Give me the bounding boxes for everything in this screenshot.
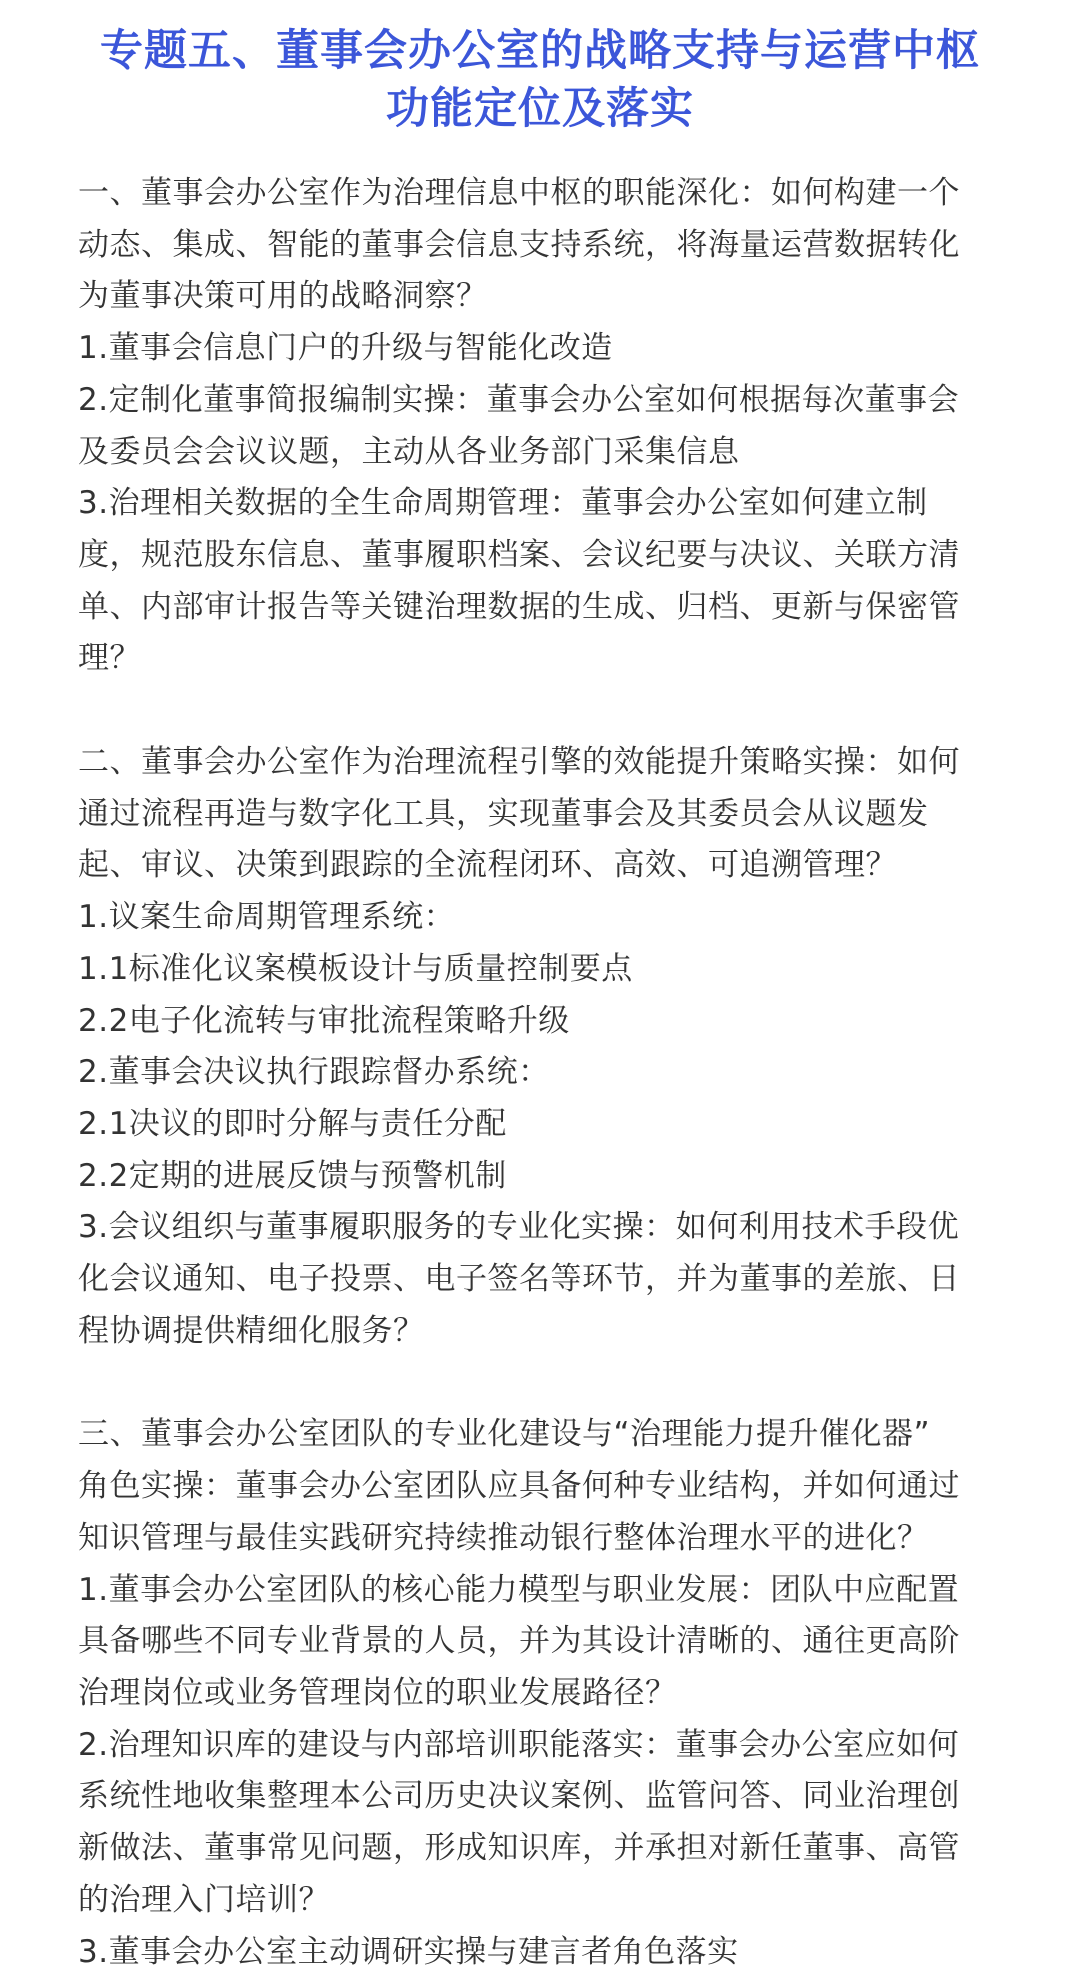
section-1-line: 2.定制化董事简报编制实操：董事会办公室如何根据每次董事会 [78,381,960,418]
section-2-line: 二、董事会办公室作为治理流程引擎的效能提升策略实操：如何 [78,744,960,781]
section-1 [78,168,1002,685]
section-2-line: 化会议通知、电子投票、电子签名等环节，并为董事的差旅、日 [78,1261,960,1298]
section-1-line: 3.治理相关数据的全生命周期管理：董事会办公室如何建立制 [78,485,928,522]
section-2-line: 1.议案生命周期管理系统： [78,899,456,936]
section-2-line: 通过流程再造与数字化工具，实现董事会及其委员会从议题发 [78,795,929,832]
page-title [78,22,1002,138]
title-line-2: 功能定位及落实 [386,84,694,134]
section-gap [78,1357,1002,1409]
section-1-line: 为董事决策可用的战略洞察？ [78,278,488,315]
section-2-line: 程协调提供精细化服务？ [78,1312,425,1349]
section-1-line: 及委员会会议议题，主动从各业务部门采集信息 [78,433,740,470]
section-2-line: 2.2定期的进展反馈与预警机制 [78,1157,507,1194]
section-2-line: 2.2电子化流转与审批流程策略升级 [78,1002,570,1039]
section-gap [78,685,1002,737]
section-2-line: 2.董事会决议执行跟踪督办系统： [78,1054,550,1091]
section-1-line: 动态、集成、智能的董事会信息支持系统，将海量运营数据转化 [78,226,960,263]
section-3-line: 的治理入门培训？ [78,1881,330,1918]
section-3-line: 2.治理知识库的建设与内部培训职能落实：董事会办公室应如何 [78,1726,960,1763]
section-1-line: 理？ [78,640,141,677]
section-1-line: 1.董事会信息门户的升级与智能化改造 [78,330,613,367]
section-3-line: 系统性地收集整理本公司历史决议案例、监管问答、同业治理创 [78,1778,960,1815]
section-3-line: 角色实操：董事会办公室团队应具备何种专业结构，并如何通过 [78,1468,960,1505]
section-2-line: 2.1决议的即时分解与责任分配 [78,1105,507,1142]
section-2-line: 起、审议、决策到跟踪的全流程闭环、高效、可追溯管理？ [78,847,897,884]
section-3 [78,1409,1002,1978]
section-3-line: 治理岗位或业务管理岗位的职业发展路径？ [78,1674,677,1711]
section-2-line: 3.会议组织与董事履职服务的专业化实操：如何利用技术手段优 [78,1209,960,1246]
section-3-line: 三、董事会办公室团队的专业化建设与“治理能力提升催化器” [78,1416,931,1453]
section-1-line: 一、董事会办公室作为治理信息中枢的职能深化：如何构建一个 [78,175,960,211]
section-3-line: 3.董事会办公室主动调研实操与建言者角色落实 [78,1933,739,1970]
section-1-line: 度，规范股东信息、董事履职档案、会议纪要与决议、关联方清 [78,536,960,573]
section-2-line: 1.1标准化议案模板设计与质量控制要点 [78,950,633,987]
section-3-line: 具备哪些不同专业背景的人员，并为其设计清晰的、通往更高阶 [78,1623,960,1660]
title-line-1: 专题五、董事会办公室的战略支持与运营中枢 [100,26,980,76]
section-3-line: 知识管理与最佳实践研究持续推动银行整体治理水平的进化？ [78,1519,929,1556]
section-3-line: 新做法、董事常见问题，形成知识库，并承担对新任董事、高管 [78,1830,960,1867]
section-1-line: 单、内部审计报告等关键治理数据的生成、归档、更新与保密管 [78,588,960,625]
section-3-line: 1.董事会办公室团队的核心能力模型与职业发展：团队中应配置 [78,1571,960,1608]
section-2 [78,737,1002,1357]
